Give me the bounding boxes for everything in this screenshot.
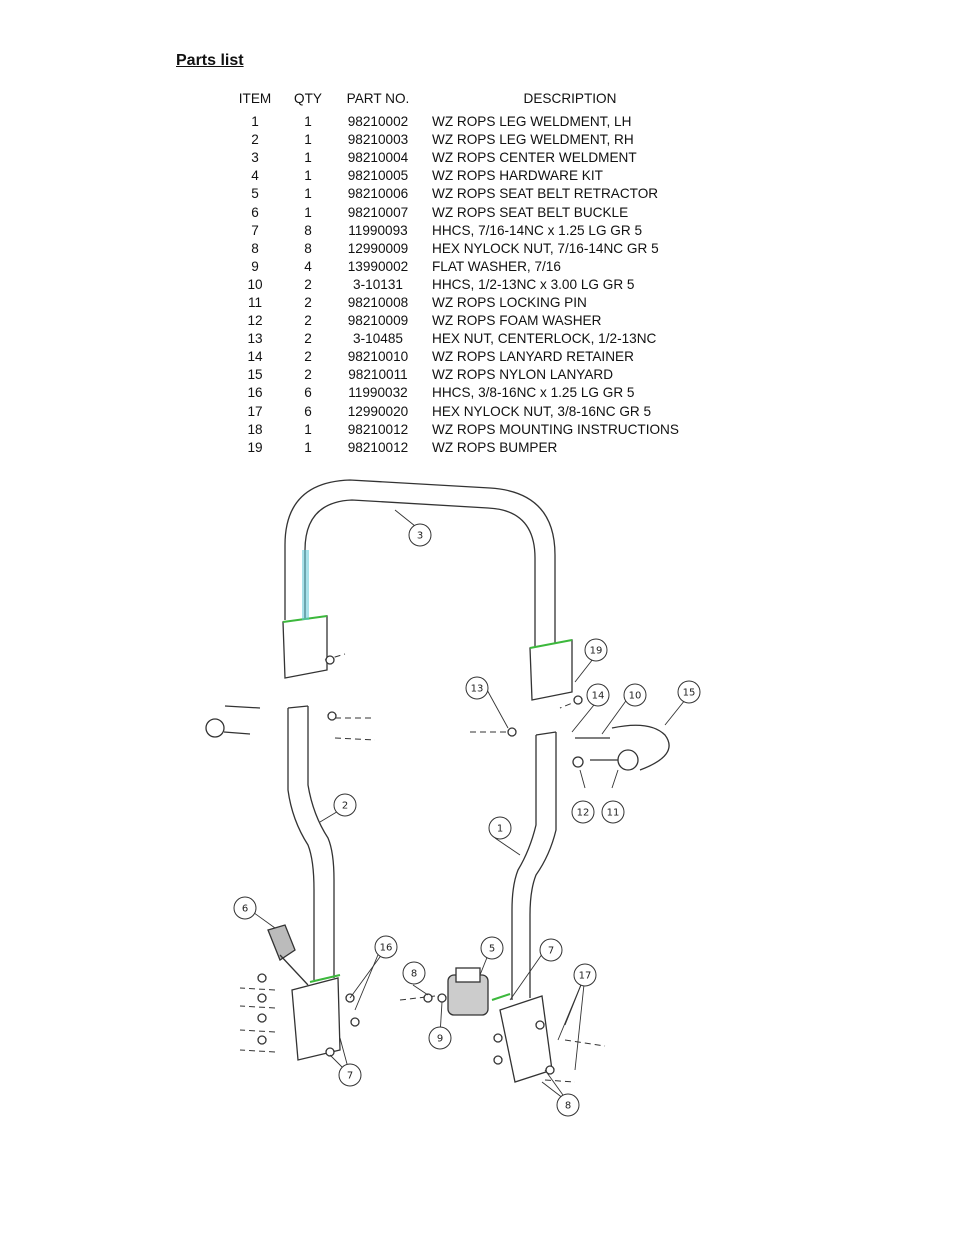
- cell-item: 2: [251, 132, 259, 148]
- right-leg-outer: [512, 735, 536, 1000]
- table-row: [226, 258, 708, 276]
- cell-item: 5: [251, 186, 259, 202]
- cell-part-no: 98210007: [347, 204, 409, 220]
- callout-15: [678, 681, 700, 703]
- cell-part-no: 12990009: [347, 240, 409, 256]
- header-item: ITEM: [238, 91, 272, 106]
- svg-text:11: 11: [606, 807, 620, 819]
- cell-description: WZ ROPS LANYARD RETAINER: [432, 349, 634, 365]
- cell-description: WZ ROPS SEAT BELT RETRACTOR: [432, 186, 659, 202]
- table-row: [226, 222, 708, 240]
- cell-description: WZ ROPS LOCKING PIN: [432, 294, 587, 310]
- cell-qty: 1: [304, 114, 312, 130]
- cell-item: 18: [247, 421, 263, 437]
- cell-qty: 2: [304, 276, 312, 292]
- left-leg-inner: [308, 706, 334, 978]
- cell-qty: 1: [304, 204, 312, 220]
- nut: [258, 1014, 266, 1022]
- svg-text:19: 19: [589, 645, 603, 657]
- table-row: [226, 203, 708, 221]
- cell-description: HHCS, 7/16-14NC x 1.25 LG GR 5: [432, 222, 643, 238]
- cell-item: 6: [251, 204, 259, 220]
- cell-qty: 1: [304, 132, 312, 148]
- cell-part-no: 12990020: [347, 403, 409, 419]
- table-row: [226, 240, 708, 258]
- cell-part-no: 98210006: [347, 186, 409, 202]
- callout-8: [403, 962, 425, 984]
- nut: [326, 656, 334, 664]
- cell-description: FLAT WASHER, 7/16: [432, 258, 561, 274]
- table-row: [226, 439, 708, 457]
- table-row: [226, 421, 708, 439]
- cell-description: HHCS, 3/8-16NC x 1.25 LG GR 5: [432, 385, 635, 401]
- cell-qty: 1: [304, 186, 312, 202]
- cell-qty: 2: [304, 331, 312, 347]
- svg-text:5: 5: [488, 943, 496, 955]
- svg-text:8: 8: [564, 1100, 572, 1112]
- callout-2: [334, 794, 356, 816]
- svg-text:16: 16: [379, 942, 393, 954]
- header-qty: QTY: [294, 91, 322, 106]
- callout-11: [602, 801, 624, 823]
- cell-item: 1: [251, 114, 259, 130]
- cell-qty: 2: [304, 367, 312, 383]
- cell-item: 14: [247, 349, 263, 365]
- seat-belt-buckle: [268, 925, 295, 960]
- cell-part-no: 98210011: [348, 367, 408, 383]
- callout-19: [585, 639, 607, 661]
- right-mount-plate: [500, 996, 552, 1082]
- cell-description: HHCS, 1/2-13NC x 3.00 LG GR 5: [432, 276, 635, 292]
- cell-item: 11: [247, 294, 263, 310]
- cell-description: WZ ROPS HARDWARE KIT: [432, 168, 603, 184]
- cell-part-no: 3-10485: [353, 331, 403, 347]
- callout-13: [466, 677, 488, 699]
- cell-description: WZ ROPS LEG WELDMENT, LH: [432, 114, 632, 130]
- callout-10: [624, 684, 646, 706]
- cell-description: WZ ROPS BUMPER: [432, 439, 558, 455]
- cell-description: WZ ROPS NYLON LANYARD: [432, 367, 614, 383]
- svg-text:14: 14: [591, 690, 605, 702]
- svg-text:6: 6: [241, 903, 249, 915]
- table-row: [226, 330, 708, 348]
- washer: [573, 757, 583, 767]
- cell-description: WZ ROPS FOAM WASHER: [432, 313, 602, 329]
- table-row: [226, 276, 708, 294]
- cell-qty: 1: [304, 150, 312, 166]
- callout-8: [557, 1094, 579, 1116]
- cell-item: 7: [251, 222, 259, 238]
- table-row: [226, 348, 708, 366]
- table-row: [226, 131, 708, 149]
- header-part-no: PART NO.: [346, 91, 410, 106]
- bolt-10-left: [225, 706, 260, 708]
- cell-qty: 8: [304, 240, 312, 256]
- table-row: [226, 366, 708, 384]
- cell-part-no: 3-10131: [353, 276, 403, 292]
- callout-17: [574, 964, 596, 986]
- cell-qty: 1: [304, 439, 312, 455]
- cell-part-no: 98210012: [347, 439, 409, 455]
- cell-qty: 2: [304, 313, 312, 329]
- cell-description: WZ ROPS SEAT BELT BUCKLE: [432, 204, 629, 220]
- cell-description: WZ ROPS MOUNTING INSTRUCTIONS: [432, 421, 679, 437]
- washer: [438, 994, 446, 1002]
- table-row: [226, 384, 708, 402]
- cell-part-no: 98210005: [347, 168, 409, 184]
- svg-text:9: 9: [436, 1033, 444, 1045]
- cell-item: 17: [247, 403, 263, 419]
- nut: [574, 696, 582, 704]
- table-header-row: [226, 91, 708, 113]
- cell-part-no: 98210002: [347, 114, 409, 130]
- table-row: [226, 113, 708, 131]
- svg-text:3: 3: [416, 530, 424, 542]
- cell-part-no: 98210004: [347, 150, 409, 166]
- table-row: [226, 185, 708, 203]
- table-row: [226, 149, 708, 167]
- nut: [494, 1056, 502, 1064]
- cell-qty: 2: [304, 294, 312, 310]
- nut: [424, 994, 432, 1002]
- cell-description: WZ ROPS CENTER WELDMENT: [432, 150, 637, 166]
- cell-part-no: 98210009: [347, 313, 409, 329]
- table-row: [226, 294, 708, 312]
- callout-3: [409, 524, 431, 546]
- cell-item: 13: [247, 331, 263, 347]
- svg-text:2: 2: [341, 800, 349, 812]
- cell-item: 19: [247, 439, 263, 455]
- cell-part-no: 98210008: [347, 294, 409, 310]
- cell-description: WZ ROPS LEG WELDMENT, RH: [432, 132, 634, 148]
- nut: [494, 1034, 502, 1042]
- cell-part-no: 11990032: [348, 385, 408, 401]
- callout-5: [481, 937, 503, 959]
- callout-12: [572, 801, 594, 823]
- callout-9: [429, 1027, 451, 1049]
- cell-item: 16: [247, 385, 263, 401]
- svg-text:13: 13: [470, 683, 484, 695]
- left-bracket: [283, 616, 327, 678]
- nut: [326, 1048, 334, 1056]
- cell-part-no: 13990002: [347, 258, 409, 274]
- header-description: DESCRIPTION: [523, 91, 617, 106]
- cell-qty: 6: [304, 385, 312, 401]
- svg-text:8: 8: [410, 968, 418, 980]
- svg-text:7: 7: [346, 1070, 354, 1082]
- cell-item: 8: [251, 240, 259, 256]
- cell-item: 12: [247, 313, 263, 329]
- table-row: [226, 167, 708, 185]
- cell-qty: 1: [304, 168, 312, 184]
- svg-text:15: 15: [682, 687, 696, 699]
- cell-item: 10: [247, 276, 263, 292]
- right-bracket: [530, 640, 572, 700]
- nut: [351, 1018, 359, 1026]
- cell-description: HEX NYLOCK NUT, 7/16-14NC GR 5: [432, 240, 659, 256]
- table-row: [226, 403, 708, 421]
- nut: [258, 974, 266, 982]
- svg-text:10: 10: [628, 690, 642, 702]
- cell-qty: 4: [304, 258, 312, 274]
- cell-part-no: 11990093: [348, 222, 408, 238]
- locking-pin-ring-left: [206, 719, 224, 737]
- cell-item: 4: [251, 168, 259, 184]
- cell-qty: 8: [304, 222, 312, 238]
- svg-text:1: 1: [496, 823, 504, 835]
- cell-item: 9: [251, 258, 259, 274]
- cell-part-no: 98210010: [347, 349, 409, 365]
- table-row: [226, 312, 708, 330]
- cell-part-no: 98210003: [347, 132, 409, 148]
- nut: [258, 1036, 266, 1044]
- cell-part-no: 98210012: [347, 421, 409, 437]
- nylon-lanyard: [612, 725, 669, 770]
- callout-16: [375, 936, 397, 958]
- cell-description: HEX NUT, CENTERLOCK, 1/2-13NC: [432, 331, 657, 347]
- left-mount-plate: [292, 978, 340, 1060]
- parts-list-title: Parts list: [176, 52, 244, 69]
- svg-text:12: 12: [576, 807, 590, 819]
- callout-7: [339, 1064, 361, 1086]
- cell-qty: 1: [304, 421, 312, 437]
- nut: [258, 994, 266, 1002]
- left-leg-outer: [288, 708, 314, 980]
- parts-table: [226, 91, 708, 457]
- center-weldment-inner: [305, 500, 535, 650]
- nut: [508, 728, 516, 736]
- locking-pin-ring-right: [618, 750, 638, 770]
- cell-qty: 6: [304, 403, 312, 419]
- nut: [536, 1021, 544, 1029]
- cell-item: 15: [247, 367, 263, 383]
- callout-6: [234, 897, 256, 919]
- cell-item: 3: [251, 150, 259, 166]
- svg-text:17: 17: [578, 970, 592, 982]
- callout-1: [489, 817, 511, 839]
- rops-exploded-diagram: [180, 470, 740, 1130]
- callout-14: [587, 684, 609, 706]
- callout-7: [540, 939, 562, 961]
- nut: [328, 712, 336, 720]
- cell-description: HEX NYLOCK NUT, 3/8-16NC GR 5: [432, 403, 652, 419]
- cell-qty: 2: [304, 349, 312, 365]
- svg-text:7: 7: [547, 945, 555, 957]
